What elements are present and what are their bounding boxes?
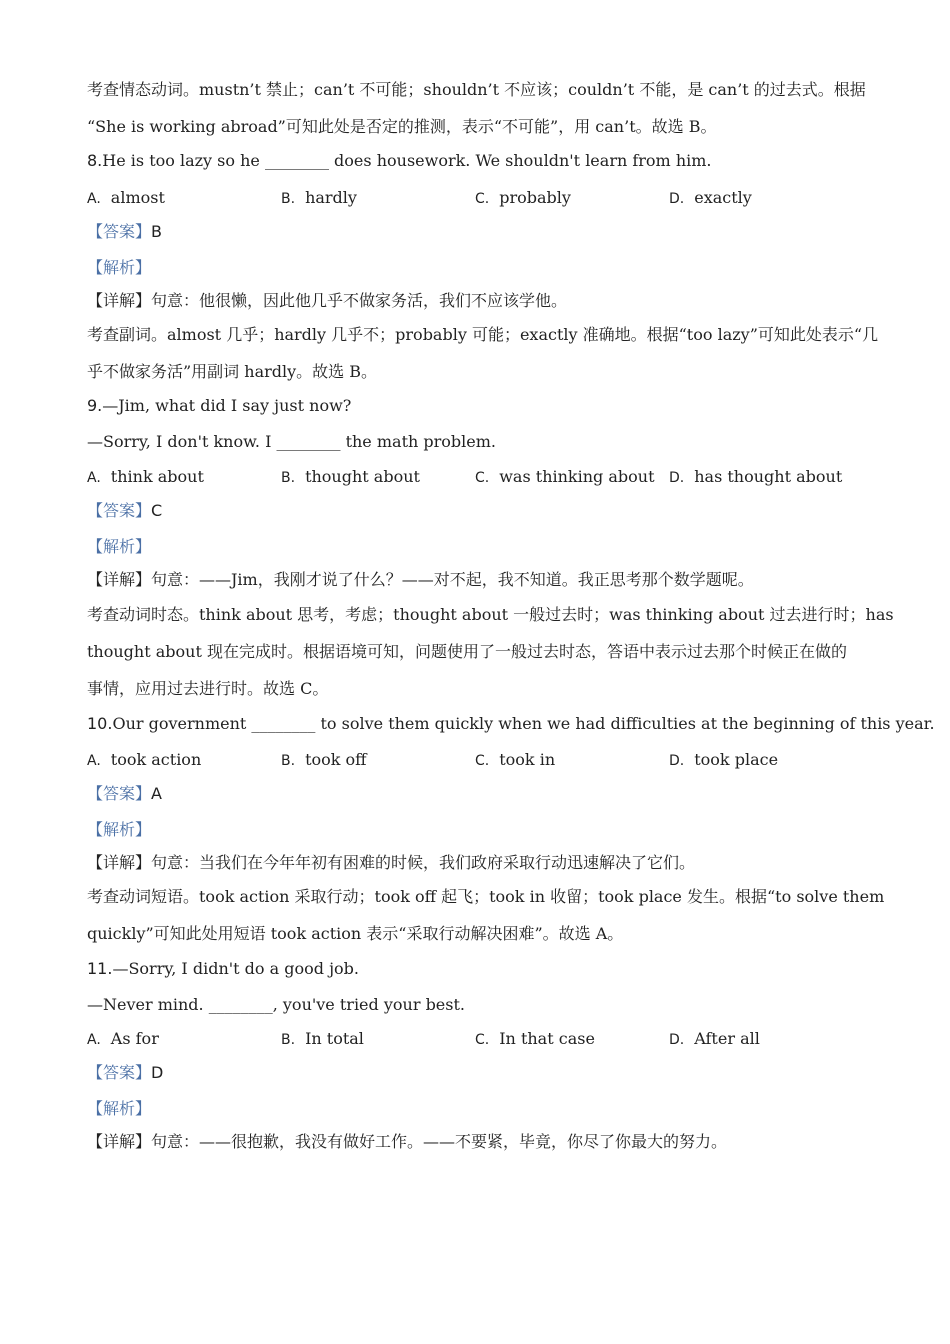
detail-text: 句意：——Jim，我刚才说了什么？——对不起，我不知道。我正思考那个数学题呢。 — [151, 570, 754, 589]
detail-line — [87, 569, 862, 591]
detail-text: 句意：——很抱歉，我没有做好工作。——不要紧，毕竟，你尽了你最大的努力。 — [151, 1132, 728, 1151]
answer-line — [87, 1062, 862, 1084]
option-b: B. In total — [281, 1029, 364, 1048]
answer-value: D — [151, 1063, 164, 1082]
question-number: 9. — [87, 396, 103, 415]
question-8-options — [87, 187, 867, 209]
detail-label: 【详解】 — [87, 853, 152, 872]
detail-line — [87, 852, 862, 874]
explanation-line: 乎不做家务活”用副词 hardly。故选 B。 — [87, 362, 378, 381]
question-number: 10. — [87, 714, 113, 733]
answer-line — [87, 221, 862, 243]
question-stem-text: He is too lazy so he ________ does housework. We shouldn't learn from him. — [102, 151, 712, 170]
analysis-label: 【解析】 — [87, 258, 152, 277]
analysis-line — [87, 536, 862, 558]
explanation-line: 考查动词时态。think about 思考，考虑；thought about 一般过去时；was thinking about 过去进行时；has — [87, 605, 894, 624]
answer-label: 【答案】 — [87, 222, 152, 241]
detail-label: 【详解】 — [87, 291, 152, 310]
explanation-line: “She is working abroad”可知此处是否定的推测，表示“不可能”，用 can’t。故选 B。 — [87, 117, 717, 136]
option-c: C. probably — [475, 188, 571, 207]
question-11-options — [87, 1028, 867, 1050]
analysis-line — [87, 1098, 862, 1120]
option-a: A. almost — [87, 188, 165, 207]
analysis-label: 【解析】 — [87, 1099, 152, 1118]
option-b: B. thought about — [281, 467, 420, 486]
analysis-label: 【解析】 — [87, 537, 152, 556]
analysis-line — [87, 819, 862, 841]
option-d: D. exactly — [669, 188, 752, 207]
detail-text: 句意：当我们在今年年初有困难的时候，我们政府采取行动迅速解决了它们。 — [151, 853, 696, 872]
option-c: C. was thinking about — [475, 467, 655, 486]
detail-line — [87, 290, 862, 312]
explanation-line: quickly”可知此处用短语 took action 表示“采取行动解决困难”。故选 A。 — [87, 924, 624, 943]
detail-line — [87, 1131, 862, 1153]
explanation-line: thought about 现在完成时。根据语境可知，问题使用了一般过去时态，答语中表示过去那个时候正在做的 — [87, 642, 847, 661]
answer-value: C — [151, 501, 163, 520]
option-a: A. As for — [87, 1029, 159, 1048]
question-9-stem — [87, 395, 862, 417]
answer-label: 【答案】 — [87, 1063, 152, 1082]
option-a: A. took action — [87, 750, 202, 769]
question-8-stem — [87, 150, 862, 172]
detail-label: 【详解】 — [87, 1132, 152, 1151]
question-number: 8. — [87, 151, 103, 170]
question-number: 11. — [87, 959, 113, 978]
question-10-stem — [87, 713, 935, 735]
option-c: C. took in — [475, 750, 556, 769]
analysis-line — [87, 257, 862, 279]
option-a: A. think about — [87, 467, 204, 486]
explanation-line: 事情，应用过去进行时。故选 C。 — [87, 679, 329, 698]
answer-label: 【答案】 — [87, 784, 152, 803]
detail-text: 句意：他很懒，因此他几乎不做家务活，我们不应该学他。 — [151, 291, 568, 310]
question-11-stem — [87, 958, 862, 980]
question-stem-text: —Jim, what did I say just now? — [102, 396, 352, 415]
question-11-stem-line-2: —Never mind. ________, you've tried your best. — [87, 995, 465, 1014]
question-9-stem-line-2: —Sorry, I don't know. I ________ the math problem. — [87, 432, 496, 451]
question-stem-text: Our government ________ to solve them quickly when we had difficulties at the beginning of this year. — [112, 714, 935, 733]
answer-line — [87, 783, 862, 805]
option-d: D. took place — [669, 750, 779, 769]
answer-value: B — [151, 222, 162, 241]
answer-line — [87, 500, 862, 522]
detail-label: 【详解】 — [87, 570, 152, 589]
option-d: D. has thought about — [669, 467, 843, 486]
option-b: B. hardly — [281, 188, 357, 207]
option-b: B. took off — [281, 750, 367, 769]
question-stem-text: —Sorry, I didn't do a good job. — [112, 959, 359, 978]
question-9-options — [87, 466, 867, 488]
analysis-label: 【解析】 — [87, 820, 152, 839]
explanation-line: 考查动词短语。took action 采取行动；took off 起飞；took in 收留；took place 发生。根据“to solve them — [87, 887, 885, 906]
option-c: C. In that case — [475, 1029, 595, 1048]
answer-label: 【答案】 — [87, 501, 152, 520]
question-10-options — [87, 749, 867, 771]
explanation-line: 考查副词。almost 几乎；hardly 几乎不；probably 可能；exactly 准确地。根据“too lazy”可知此处表示“几 — [87, 325, 879, 344]
explanation-line: 考查情态动词。mustn’t 禁止；can’t 不可能；shouldn’t 不应该；couldn’t 不能，是 can’t 的过去式。根据 — [87, 80, 866, 99]
option-d: D. After all — [669, 1029, 760, 1048]
answer-value: A — [151, 784, 162, 803]
